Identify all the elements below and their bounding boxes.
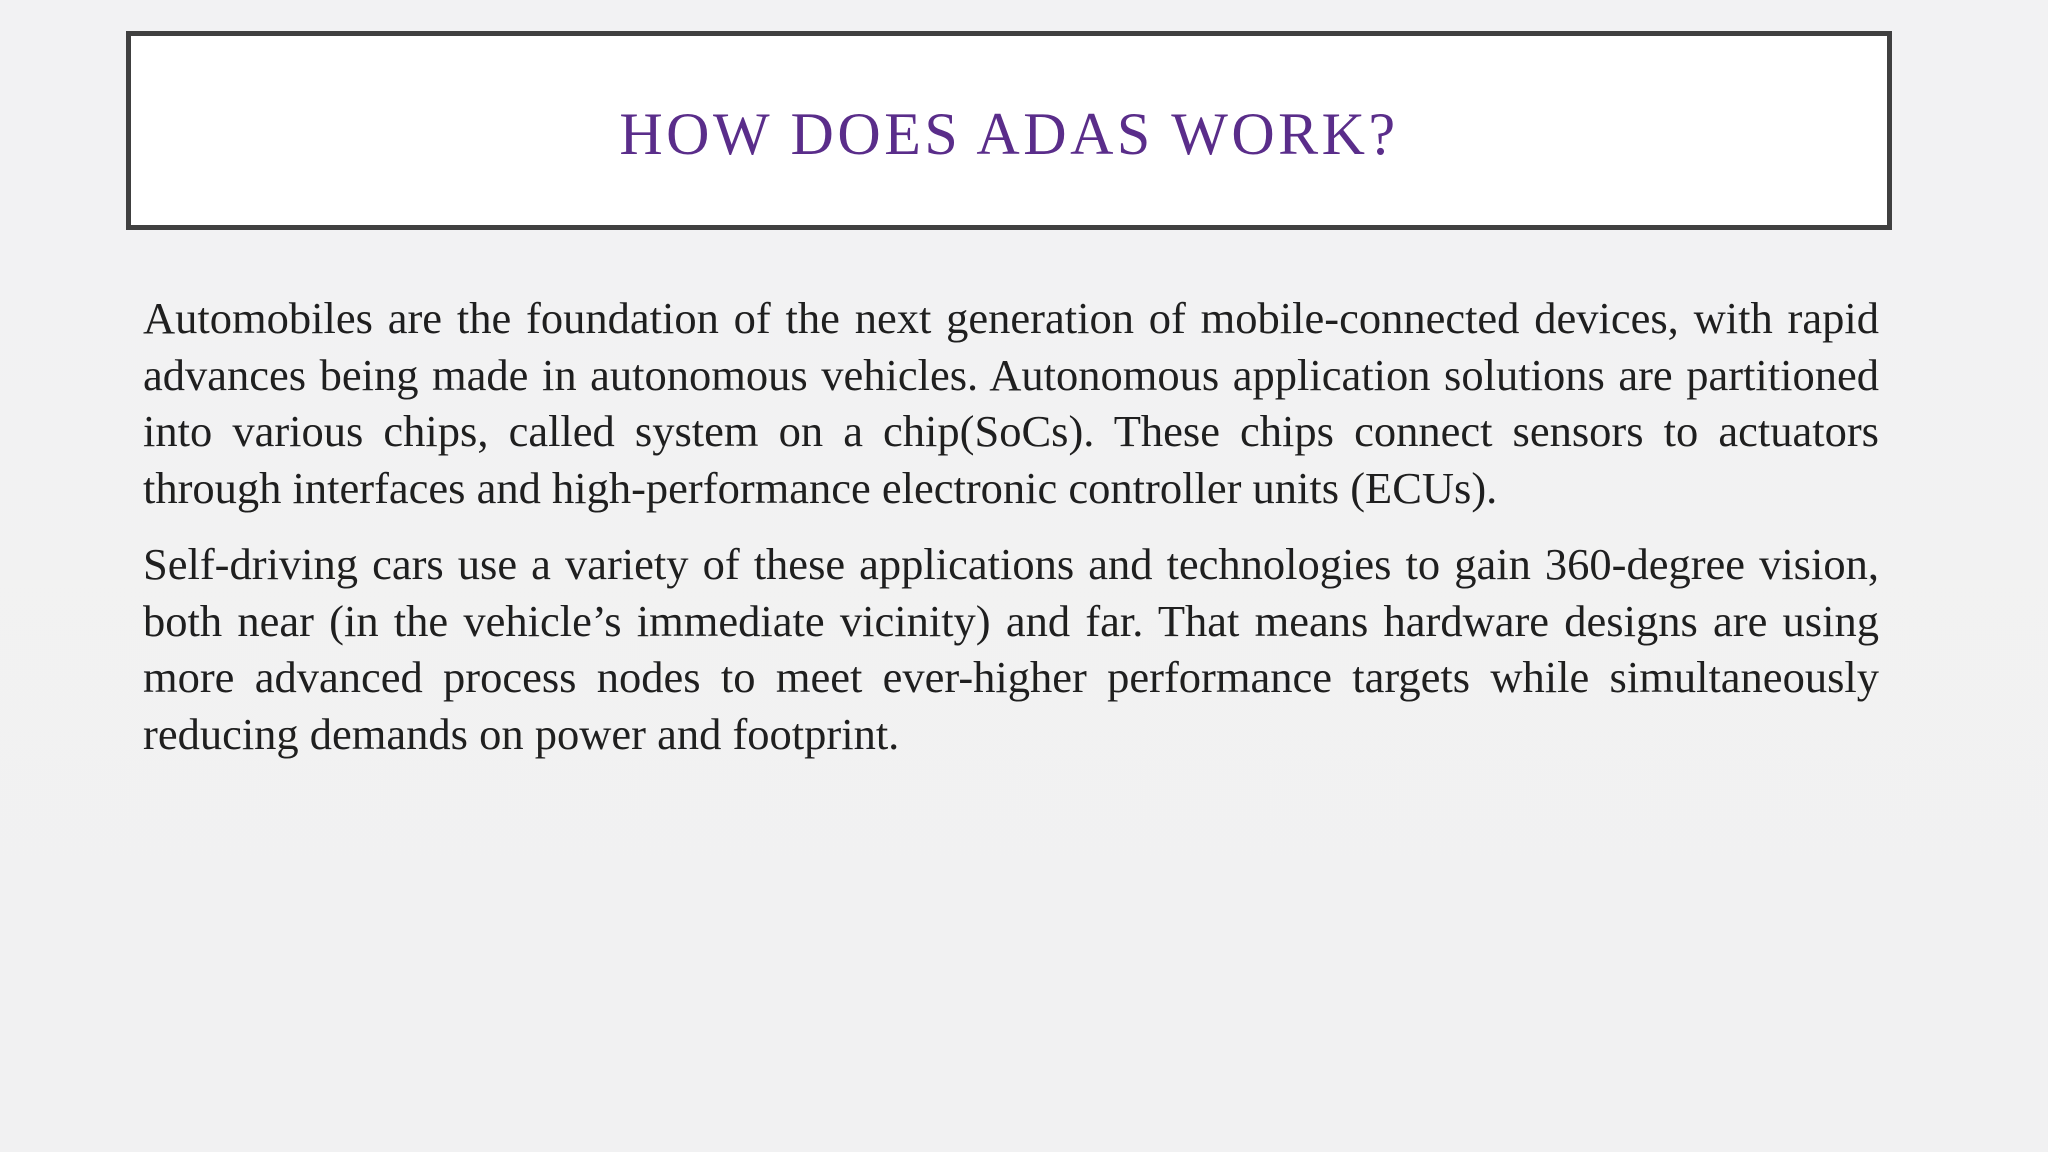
slide-title: HOW DOES ADAS WORK? [619, 100, 1399, 167]
body-paragraph-2: Self-driving cars use a variety of these applications and technologies to gain 360-degree vision, both near (in the vehicle’s immediate vicinity) and far. That means hardware designs are using more advanced process nodes to meet ever-higher performance targets while simultaneously reducing demands on power and footprint. [143, 539, 1879, 759]
body-paragraph-1: Automobiles are the foundation of the next generation of mobile-connected devices, with rapid advances being made in autonomous vehicles. Autonomous application solutions are partitioned into various chips, called system on a chip(SoCs). These chips connect sensors to actuators through interfaces and high-performance electronic controller units (ECUs). [143, 293, 1879, 513]
slide-body [143, 290, 1879, 762]
title-box [126, 31, 1892, 230]
